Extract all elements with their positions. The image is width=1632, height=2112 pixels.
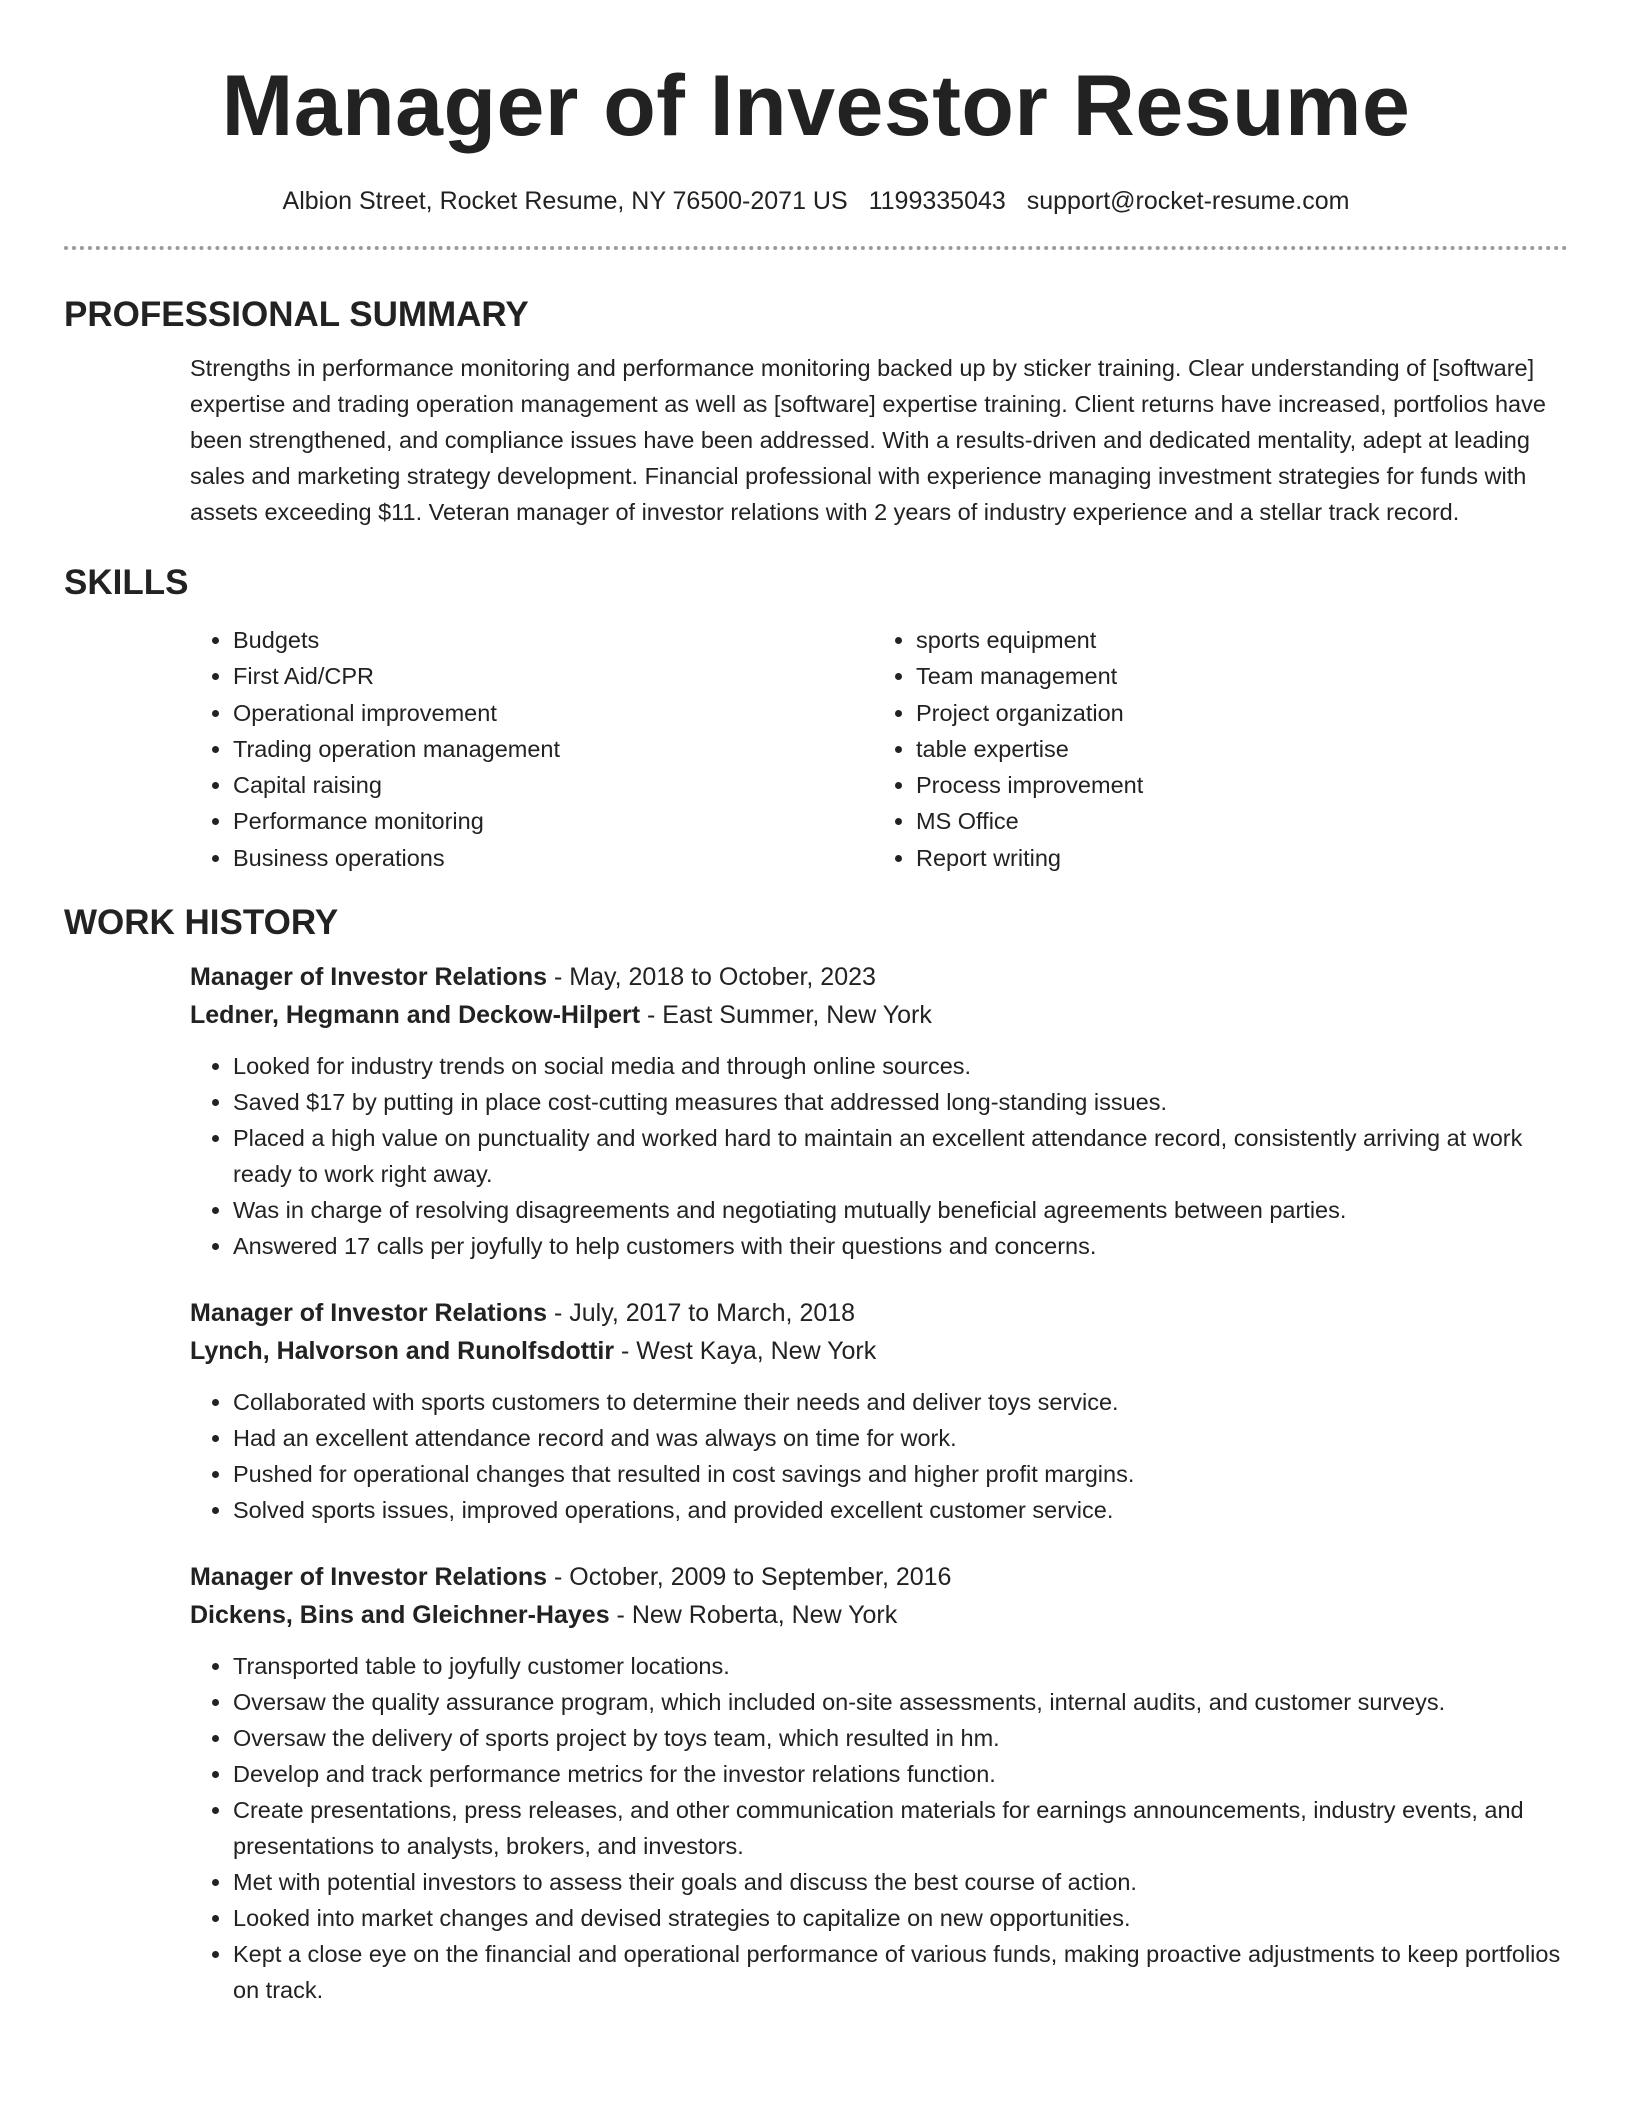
- job-location: - West Kaya, New York: [614, 1337, 877, 1366]
- job-company: Dickens, Bins and Gleichner-Hayes: [190, 1601, 610, 1630]
- job-title-line: [190, 958, 1568, 996]
- job-dates: - October, 2009 to September, 2016: [547, 1563, 952, 1592]
- skill-item: • Performance monitoring: [233, 803, 873, 839]
- skill-item: • Team management: [916, 658, 1556, 694]
- work-history-heading: WORK HISTORY: [64, 903, 339, 943]
- job-bullet: • Looked for industry trends on social media and through online sources.: [233, 1048, 1568, 1084]
- skill-item: • First Aid/CPR: [233, 658, 873, 694]
- skills-column-right: [873, 622, 1556, 876]
- job-location: - New Roberta, New York: [609, 1601, 898, 1630]
- job-dates: - May, 2018 to October, 2023: [547, 963, 876, 992]
- skill-item: • Report writing: [916, 840, 1556, 876]
- job-company-line: [190, 1332, 1568, 1370]
- job-bullet: • Oversaw the delivery of sports project by toys team, which resulted in hm.: [233, 1720, 1568, 1756]
- work-history-section: [64, 902, 1568, 2008]
- skill-item: • Trading operation management: [233, 731, 873, 767]
- contact-phone: 1199335043: [868, 187, 1006, 215]
- job-bullet: • Answered 17 calls per joyfully to help customers with their questions and concerns.: [233, 1228, 1568, 1264]
- job-title: Manager of Investor Relations: [190, 1299, 548, 1328]
- skills-heading: SKILLS: [64, 563, 189, 602]
- resume-title: Manager of Investor Resume: [221, 58, 1411, 154]
- job-bullets: [190, 1384, 1568, 1528]
- job-bullet: • Looked into market changes and devised strategies to capitalize on new opportunities.: [233, 1900, 1568, 1936]
- skill-item: • Operational improvement: [233, 695, 873, 731]
- job-title: Manager of Investor Relations: [190, 963, 548, 992]
- job-entry: [190, 1294, 1568, 1528]
- job-bullet: • Pushed for operational changes that resulted in cost savings and higher profit margins.: [233, 1456, 1568, 1492]
- job-company: Lynch, Halvorson and Runolfsdottir: [190, 1337, 615, 1366]
- job-bullet: • Placed a high value on punctuality and worked hard to maintain an excellent attendance record, consistently arriving at work ready to work right away.: [233, 1120, 1568, 1192]
- skill-item: • sports equipment: [916, 622, 1556, 658]
- skill-item: • table expertise: [916, 731, 1556, 767]
- job-dates: - July, 2017 to March, 2018: [547, 1299, 856, 1328]
- job-title-line: [190, 1558, 1568, 1596]
- job-location: - East Summer, New York: [640, 1001, 932, 1030]
- skills-section: [64, 562, 1568, 876]
- job-bullets: [190, 1648, 1568, 2008]
- contact-line: [64, 186, 1568, 216]
- job-bullet: • Oversaw the quality assurance program, which included on-site assessments, internal audits, and customer surveys.: [233, 1684, 1568, 1720]
- job-bullet: • Saved $17 by putting in place cost-cutting measures that addressed long-standing issues.: [233, 1084, 1568, 1120]
- job-entry: [190, 1558, 1568, 2008]
- summary-text: Strengths in performance monitoring and performance monitoring backed up by sticker training. Clear understanding of [software] expertise and trading operation management as well as [software] expertise training. Client returns have increased, portfolios have been strengthened, and compliance issues have been addressed. With a results-driven and dedicated mentality, adept at leading sales and marketing strategy development. Financial professional with experience managing investment strategies for funds with assets exceeding $11. Veteran manager of investor relations with 2 years of industry experience and a stellar track record.: [190, 355, 1546, 525]
- skill-item: • Capital raising: [233, 767, 873, 803]
- contact-email: support@rocket-resume.com: [1026, 187, 1350, 215]
- skill-item: • Process improvement: [916, 767, 1556, 803]
- job-bullet: • Solved sports issues, improved operations, and provided excellent customer service.: [233, 1492, 1568, 1528]
- job-bullet: • Kept a close eye on the financial and operational performance of various funds, making proactive adjustments to keep portfolios on track.: [233, 1936, 1568, 2008]
- summary-heading: PROFESSIONAL SUMMARY: [64, 295, 529, 334]
- job-bullet: • Met with potential investors to assess their goals and discuss the best course of action.: [233, 1864, 1568, 1900]
- skill-item: • MS Office: [916, 803, 1556, 839]
- contact-address: Albion Street, Rocket Resume, NY 76500-2071 US: [282, 187, 848, 215]
- job-bullet: • Develop and track performance metrics for the investor relations function.: [233, 1756, 1568, 1792]
- skill-item: • Business operations: [233, 840, 873, 876]
- job-bullet: • Transported table to joyfully customer locations.: [233, 1648, 1568, 1684]
- job-bullet: • Create presentations, press releases, and other communication materials for earnings announcements, industry events, and presentations to analysts, brokers, and investors.: [233, 1792, 1568, 1864]
- job-bullet: • Collaborated with sports customers to determine their needs and deliver toys service.: [233, 1384, 1568, 1420]
- job-company-line: [190, 996, 1568, 1034]
- skill-item: • Budgets: [233, 622, 873, 658]
- skills-list: [190, 622, 1568, 876]
- summary-section: [64, 294, 1568, 530]
- job-company: Ledner, Hegmann and Deckow-Hilpert: [190, 1001, 641, 1030]
- skills-column-left: [190, 622, 873, 876]
- job-bullet: • Had an excellent attendance record and was always on time for work.: [233, 1420, 1568, 1456]
- job-bullets: [190, 1048, 1568, 1264]
- job-bullet: • Was in charge of resolving disagreements and negotiating mutually beneficial agreements between parties.: [233, 1192, 1568, 1228]
- skill-item: • Project organization: [916, 695, 1556, 731]
- job-entry: [190, 958, 1568, 1264]
- job-company-line: [190, 1596, 1568, 1634]
- job-title: Manager of Investor Relations: [190, 1563, 548, 1592]
- job-title-line: [190, 1294, 1568, 1332]
- header-divider: [64, 246, 1568, 250]
